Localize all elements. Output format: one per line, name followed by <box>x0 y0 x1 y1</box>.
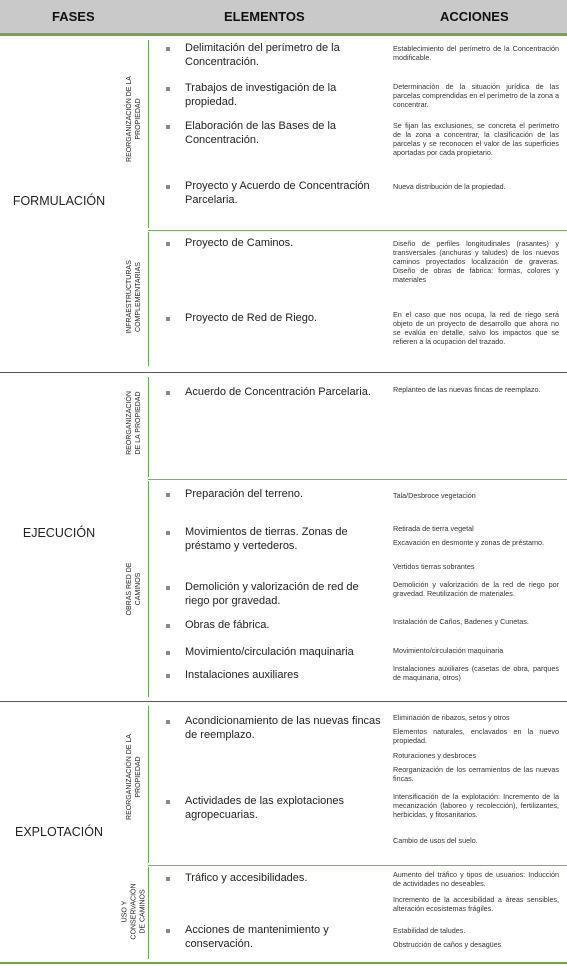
element-item: Proyecto de Caminos. <box>185 237 294 249</box>
action-item: Diseño de perfiles longitudinales (rasantes) y transversales (anchuras y taludes) de los nuevos caminos proyectados localización de graveras. Diseño de obras de fábrica: formas, colores y materiales <box>393 239 559 284</box>
action-item: Aumento del tráfico y tipos de usuarios: Inducción de actividades no deseables. <box>393 870 559 888</box>
action-item: Retirada de tierra vegetal <box>393 524 474 533</box>
action-item: Elementos naturales, enclavados en la nuevo propiedad. <box>393 727 559 745</box>
bullet-icon <box>166 317 170 321</box>
element-item: Proyecto de Red de Riego. <box>185 312 318 324</box>
bullet-icon <box>166 651 170 655</box>
section-divider <box>0 372 567 373</box>
action-item: Establecimiento del perímetro de la Concentración modificable. <box>393 44 559 62</box>
element-item: Actividades de las explotaciones agropecuarias. <box>185 795 344 821</box>
subsection-divider <box>148 865 567 866</box>
action-item: Incremento de la accesibilidad a áreas sensibles, alteración ecosistemas frágiles. <box>393 895 559 913</box>
subphase-border <box>148 40 149 228</box>
action-item: Intensificación de la explotación: Incremento de la mecanización (laboreo y recolección), fertilizantes, herbicidas, y fitosanitarios. <box>393 792 559 819</box>
phase-explotacion: EXPLOTACIÓN <box>15 825 103 839</box>
bullet-icon <box>166 47 170 51</box>
element-item: Acciones de mantenimiento y conservación. <box>185 924 329 950</box>
bullet-icon <box>166 877 170 881</box>
action-item: Se fijan las exclusiones, se concreta el perímetro de la zona a concentrar, la clasificación de las parcelas y se reconocen el valor de las superficies aportadas por cada propietario. <box>393 121 559 157</box>
element-item: Trabajos de investigación de la propiedad. <box>185 82 337 108</box>
action-item: Nueva distribución de la propiedad. <box>393 182 506 191</box>
action-item: Estabilidad de taludes. <box>393 926 466 935</box>
action-item: Movimiento/circulación maquinaria <box>393 646 504 655</box>
element-item: Acuerdo de Concentración Parcelaria. <box>185 386 371 398</box>
subphase-label: REORGANIZACIÓN DE LA PROPIEDAD <box>126 76 142 162</box>
action-item: Reorganización de los cerramientos de las nuevas fincas. <box>393 765 559 783</box>
subphase-label: OBRAS RED DE CAMINOS <box>126 562 142 616</box>
action-item: Determinación de la situación jurídica de las parcelas comprendidas en el perímetro de la zona a concentrar. <box>393 82 559 109</box>
action-item: Eliminación de ribazos, setos y otros <box>393 713 510 722</box>
subphase-border <box>148 232 149 366</box>
bullet-icon <box>166 674 170 678</box>
action-item: Obstrucción de caños y desagües <box>393 940 502 949</box>
bullet-icon <box>166 125 170 129</box>
action-item: Instalación de Caños, Badenes y Cunetas. <box>393 617 529 626</box>
bullet-icon <box>166 929 170 933</box>
subphase-label: REORGANIZACIÓN DE LA PROPIEDAD <box>126 734 142 820</box>
bullet-icon <box>166 800 170 804</box>
element-item: Movimiento/circulación maquinaria <box>185 646 354 658</box>
subphase-label: REORGANIZACIÓN DE LA PROPIEDAD <box>126 391 142 455</box>
bullet-icon <box>166 242 170 246</box>
bullet-icon <box>166 493 170 497</box>
subphase-label: USO Y CONSERVACIÓN DE CAMINOS <box>121 883 147 940</box>
action-item: Vertidos tierras sobrantes <box>393 562 475 571</box>
action-item: Cambio de usos del suelo. <box>393 836 478 845</box>
bullet-icon <box>166 391 170 395</box>
subphase-border <box>148 377 149 477</box>
action-item: Replanteo de las nuevas fincas de reemplazo. <box>393 385 541 394</box>
action-item: Instalaciones auxiliares (casetas de obra, parques de maquinaria, otros) <box>393 664 559 682</box>
element-item: Preparación del terreno. <box>185 488 304 500</box>
element-item: Proyecto y Acuerdo de Concentración Parcelaria. <box>185 180 370 206</box>
subphase-border <box>148 481 149 697</box>
element-item: Instalaciones auxiliares <box>185 669 299 681</box>
header-rule <box>0 33 567 36</box>
element-item: Elaboración de las Bases de la Concentración. <box>185 120 337 146</box>
action-item: En el caso que nos ocupa, la red de riego será objeto de un proyecto de desarrollo que ahora no se evalúa en detalle, salvo los impactos que se refieren a la ocupación del trazado. <box>393 310 559 346</box>
subsection-divider <box>148 230 567 231</box>
action-item: Roturaciones y desbroces <box>393 751 477 760</box>
bullet-icon <box>166 531 170 535</box>
footer-rule <box>0 962 567 964</box>
phase-formulacion: FORMULACIÓN <box>12 194 106 208</box>
header-acciones: ACCIONES <box>440 9 509 24</box>
phase-ejecucion: EJECUCIÓN <box>22 526 96 540</box>
bullet-icon <box>166 185 170 189</box>
action-item: Demolición y valorización de la red de riego por gravedad. Reutilización de materiales. <box>393 580 559 598</box>
element-item: Obras de fábrica. <box>185 619 270 631</box>
bullet-icon <box>166 87 170 91</box>
element-item: Demolición y valorización de red de riego por gravedad. <box>185 581 359 607</box>
element-item: Acondicionamiento de las nuevas fincas de reemplazo. <box>185 715 381 741</box>
bullet-icon <box>166 720 170 724</box>
header-elementos: ELEMENTOS <box>224 9 305 24</box>
header-fases: FASES <box>52 9 95 24</box>
element-item: Delimitación del perímetro de la Concentración. <box>185 42 340 68</box>
subphase-border <box>148 867 149 959</box>
bullet-icon <box>166 586 170 590</box>
action-item: Excavación en desmonte y zonas de préstamo. <box>393 538 545 547</box>
subphase-border <box>148 706 149 863</box>
action-item: Tala/Desbroce vegetación <box>393 491 476 500</box>
element-item: Tráfico y accesibilidades. <box>185 872 308 884</box>
bullet-icon <box>166 624 170 628</box>
subsection-divider <box>148 479 567 480</box>
table-header <box>0 0 567 33</box>
subphase-label: INFRAESTRUCTURAS COMPLEMENTARIAS <box>126 260 142 334</box>
section-divider <box>0 701 567 702</box>
element-item: Movimientos de tierras. Zonas de préstamo y vertederos. <box>185 526 348 552</box>
